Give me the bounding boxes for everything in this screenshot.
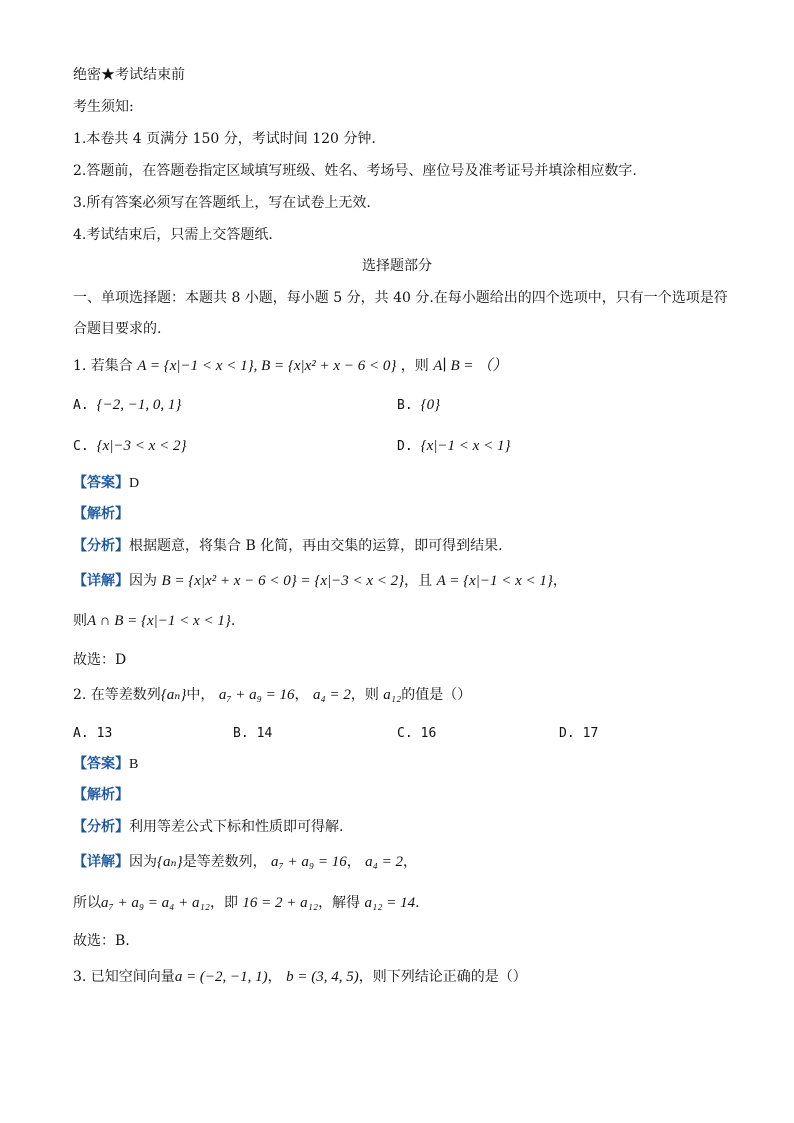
option-label: D. bbox=[559, 726, 575, 741]
q3-stem-suffix: ，则下列结论正确的是（） bbox=[358, 969, 527, 985]
q2-stem-mid1: 中， bbox=[186, 687, 215, 703]
q1-choose: 故选：D bbox=[73, 652, 127, 668]
fenxi-text: 根据题意，将集合 B 化简，再由交集的运算，即可得到结果. bbox=[129, 538, 503, 554]
q2-stem-suffix: 的值是（） bbox=[401, 687, 472, 703]
notice-item-3: 3.所有答案必须写在答题纸上，写在试卷上无效. bbox=[73, 195, 371, 211]
then-math: A ∩ B = {x|−1 < x < 1} bbox=[87, 613, 231, 629]
option-label: C. bbox=[73, 439, 89, 454]
q1-stem-math: A = {x|−1 < x < 1}, B = {x|x² + x − 6 < 0} bbox=[137, 358, 397, 374]
option-value: 16 bbox=[420, 726, 437, 741]
option-label: C. bbox=[397, 726, 413, 741]
q2-answer bbox=[73, 755, 138, 774]
q1-option-d bbox=[397, 437, 510, 456]
option-label: D. bbox=[397, 439, 413, 454]
xiangjie-math1: {aₙ} bbox=[157, 854, 183, 870]
option-value: 14 bbox=[256, 726, 273, 741]
option-value: 17 bbox=[582, 726, 599, 741]
answer-tag: 【答案】 bbox=[73, 475, 129, 491]
q1-analysis bbox=[73, 505, 129, 523]
answer-value: D bbox=[129, 476, 140, 491]
q3-stem-math2: b = (3, 4, 5) bbox=[286, 969, 359, 985]
xiangjie-math2: A = {x|−1 < x < 1} bbox=[436, 573, 553, 589]
so-mid2: ，解得 bbox=[318, 895, 361, 911]
section-instruction-line1: 一、单项选择题：本题共 8 小题，每小题 5 分，共 40 分.在每小题给出的四个选项中，只有一个选项是符 bbox=[73, 290, 728, 306]
option-label: B. bbox=[233, 726, 249, 741]
q2-stem-mid3: ，则 bbox=[350, 687, 379, 703]
q3-stem-prefix: 3. 已知空间向量 bbox=[73, 969, 175, 985]
q1-fenxi bbox=[73, 537, 503, 555]
q2-option-b bbox=[233, 724, 272, 743]
notice-item-4: 4.考试结束后，只需上交答题纸. bbox=[73, 227, 273, 243]
so-end: . bbox=[415, 895, 420, 911]
xiangjie-end: ， bbox=[552, 573, 567, 589]
so-mid: ，即 bbox=[209, 895, 238, 911]
notice-title: 考生须知: bbox=[73, 99, 134, 115]
q3-stem bbox=[73, 968, 527, 986]
notice-item-2: 2.答题前，在答题卷指定区域填写班级、姓名、考场号、座位号及准考证号并填涂相应数字. bbox=[73, 163, 637, 179]
q1-answer bbox=[73, 474, 139, 493]
q3-stem-math1: a = (−2, −1, 1) bbox=[174, 969, 268, 985]
q2-stem-math2: a₇ + a₉ = 16 bbox=[218, 687, 295, 703]
confidential-label: 绝密★考试结束前 bbox=[73, 67, 185, 83]
q1-stem-prefix: 1. 若集合 bbox=[73, 358, 133, 374]
so-math3: a₁₂ = 14 bbox=[364, 895, 416, 911]
xiangjie-tag: 【详解】 bbox=[73, 573, 129, 589]
q2-option-d bbox=[559, 724, 598, 743]
q2-xiangjie bbox=[73, 853, 417, 871]
q2-stem bbox=[73, 686, 471, 704]
fenxi-tag: 【分析】 bbox=[73, 538, 129, 554]
q1-option-a bbox=[73, 396, 181, 415]
xiangjie-math1: B = {x|x² + x − 6 < 0} = {x|−3 < x < 2} bbox=[161, 573, 405, 589]
q1-xiangjie bbox=[73, 572, 567, 590]
q1-stem-tail: A∣ B = （） bbox=[433, 358, 508, 374]
notice-item-1: 1.本卷共 4 页满分 150 分，考试时间 120 分钟. bbox=[73, 131, 376, 147]
q2-stem-prefix: 2. 在等差数列 bbox=[73, 687, 161, 703]
option-value: {0} bbox=[420, 397, 441, 413]
option-value: {x|−3 < x < 2} bbox=[96, 438, 187, 454]
xiangjie-math2: a₇ + a₉ = 16 bbox=[271, 854, 347, 870]
xiangjie-end: ， bbox=[403, 854, 418, 870]
q2-analysis bbox=[73, 786, 129, 804]
fenxi-tag: 【分析】 bbox=[73, 819, 129, 835]
xiangjie-math3: a₄ = 2 bbox=[365, 854, 404, 870]
xiangjie-mid2: ， bbox=[346, 854, 361, 870]
q1-stem-suffix: ，则 bbox=[400, 358, 429, 374]
then-end: . bbox=[230, 613, 236, 629]
q2-option-a bbox=[73, 724, 112, 743]
q2-choose: 故选：B. bbox=[73, 933, 130, 949]
q1-stem bbox=[73, 357, 507, 375]
q3-stem-mid: ， bbox=[267, 969, 282, 985]
q2-fenxi bbox=[73, 818, 343, 836]
option-label: A. bbox=[73, 726, 89, 741]
xiangjie-text: 因为 bbox=[129, 854, 157, 870]
analysis-tag: 【解析】 bbox=[73, 506, 129, 522]
q2-stem-math1: {aₙ} bbox=[160, 687, 187, 703]
answer-value: B bbox=[129, 757, 139, 772]
option-value: {−2, −1, 0, 1} bbox=[96, 397, 182, 413]
q1-conclusion bbox=[73, 612, 235, 630]
so-math1: a₇ + a₉ = a₄ + a₁₂ bbox=[101, 895, 210, 911]
so-math2: 16 = 2 + a₁₂ bbox=[242, 895, 319, 911]
option-value: 13 bbox=[96, 726, 113, 741]
analysis-tag: 【解析】 bbox=[73, 787, 129, 803]
section-instruction-line2: 合题目要求的. bbox=[73, 321, 162, 337]
option-label: B. bbox=[397, 398, 413, 413]
section-title: 选择题部分 bbox=[362, 258, 432, 274]
fenxi-text: 利用等差公式下标和性质即可得解. bbox=[129, 819, 344, 835]
so-text: 所以 bbox=[73, 895, 101, 911]
then-text: 则 bbox=[73, 613, 87, 629]
xiangjie-text: 因为 bbox=[129, 573, 157, 589]
option-label: A. bbox=[73, 398, 89, 413]
q2-stem-mid2: ， bbox=[294, 687, 309, 703]
option-value: {x|−1 < x < 1} bbox=[420, 438, 511, 454]
q2-stem-math3: a₄ = 2 bbox=[312, 687, 351, 703]
xiangjie-mid: ，且 bbox=[404, 573, 433, 589]
xiangjie-tag: 【详解】 bbox=[73, 854, 129, 870]
q2-conclusion bbox=[73, 894, 420, 912]
q2-stem-math4: a₁₂ bbox=[383, 687, 402, 703]
q1-option-c bbox=[73, 437, 186, 456]
q1-option-b bbox=[397, 396, 440, 415]
q2-option-c bbox=[397, 724, 436, 743]
answer-tag: 【答案】 bbox=[73, 756, 129, 772]
xiangjie-mid: 是等差数列， bbox=[182, 854, 267, 870]
